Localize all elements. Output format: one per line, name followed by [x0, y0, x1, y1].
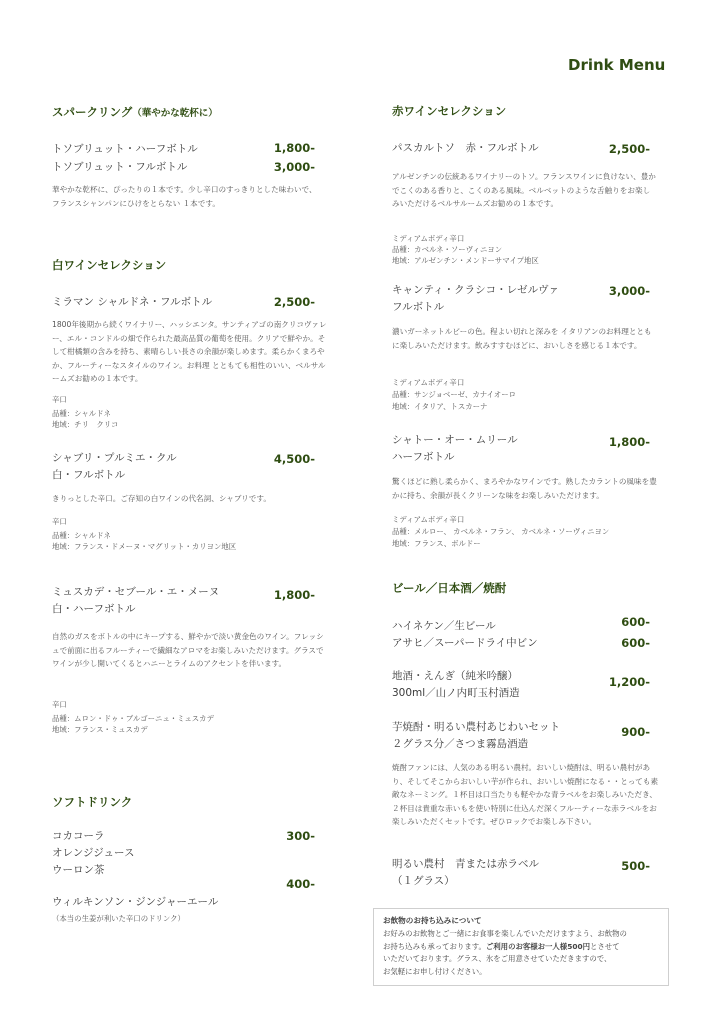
notice-line: お気軽にお申し付けください。	[383, 966, 487, 976]
red-wine-name-sub: フルボトル	[392, 301, 445, 313]
red-wine-variety: 品種：メルロー、 カベルネ・フラン、 カベルネ・ソーヴィニヨン	[392, 527, 610, 536]
white-wine-price: 1,800-	[273, 588, 315, 602]
sparkling-item-price: 3,000-	[273, 160, 315, 174]
beer-item-price: 600-	[621, 636, 650, 650]
sparkling-heading-sub: （華やかな乾杯に）	[132, 108, 218, 119]
shochu-item-name: 芋焼酎・明るい農村あじわいセット	[392, 721, 560, 733]
red-wine-description: アルゼンチンの伝統あるワイナリーのトソ。フランスワインに負けない、豊かでこくのある香りと、こくのある風味。ベルベットのような舌触りをお楽しみいただけるベルサルームズお勧めの１本です。	[392, 172, 656, 208]
shochu-glass-name: 明るい農村 青または赤ラベル	[392, 858, 539, 870]
white-wine-taste: 辛口	[52, 395, 67, 404]
red-wine-name-sub: ハーフボトル	[392, 451, 455, 463]
notice-line: いただいております。グラス、氷をご用意させていただきますので、	[383, 954, 612, 963]
shochu-item-price: 900-	[621, 725, 650, 739]
red-wine-name: キャンティ・クラシコ・レゼルヴァ	[392, 284, 560, 296]
red-wine-body: ミディアムボディ辛口	[392, 234, 465, 243]
soft-drink-item: ウーロン茶	[52, 864, 105, 876]
white-wine-description: きりっとした辛口。ご存知の白ワインの代名詞、シャブリです。	[52, 494, 271, 503]
white-wine-price: 2,500-	[273, 295, 315, 309]
sparkling-item-name: トソブリュット・ハーフボトル	[52, 143, 198, 155]
notice-body	[383, 928, 659, 978]
white-wine-variety: 品種：ムロン・ドゥ・ブルゴーニュ・ミュスカデ	[52, 714, 214, 723]
notice-text: とさせて	[590, 941, 620, 951]
white-wine-region: 地域：チリ クリコ	[52, 420, 119, 429]
bring-your-own-notice	[373, 908, 669, 986]
red-wine-variety: 品種：カベルネ・ソーヴィニヨン	[392, 245, 503, 254]
sake-item-price: 1,200-	[608, 675, 650, 689]
sparkling-heading	[52, 104, 218, 120]
red-wine-region: 地域：アルゼンチン・メンドーサマイプ地区	[392, 256, 539, 265]
sparkling-heading-text: スパークリング	[52, 105, 133, 119]
notice-line: お好みのお飲物とご一緒にお食事を楽しんでいただけますよう、お飲物の	[383, 929, 627, 938]
soft-drink-item: オレンジジュース	[52, 847, 135, 859]
beer-sake-shochu-heading: ビール／日本酒／焼酎	[392, 581, 507, 595]
white-wine-description: 自然のガスをボトルの中にキープする、鮮やかで淡い黄金色のワイン。フレッシュで前面に出るフルーティーで繊細なアロマをお楽しみいただけます。グラスでワインが少し開いてくるとハニーとライムのアクセントを伴います。	[52, 632, 324, 668]
shochu-item-name-sub: ２グラス分／さつま霧島酒造	[392, 738, 529, 750]
white-wine-name: ミラマン シャルドネ・フルボトル	[52, 296, 213, 308]
red-wine-name: シャトー・オー・ムリール	[392, 434, 518, 446]
sake-item-name: 地酒・えんぎ（純米吟醸）	[392, 670, 518, 682]
shochu-glass-price: 500-	[621, 859, 650, 873]
red-wine-price: 1,800-	[608, 435, 650, 449]
white-wine-region: 地域：フランス・ドメーヌ・マグリット・カリヨン地区	[52, 542, 237, 551]
white-wine-description: 1800年後期から続くワイナリー、ハッシエンタ。サンティアゴの南クリコヴァレー、エル・コンドルの畑で作られた最高品質の葡萄を使用。クリアで鮮やか。そして柑橘類の含みを持ち、素晴らしい長さの余韻が楽しめます。柔らかくまろやか、フルーティーなスタイルのワイン。お料理 とともても相性のいい、ベルサルームズお勧めの１本です。	[52, 320, 327, 383]
beer-item-price: 600-	[621, 615, 650, 629]
red-wine-heading: 赤ワインセレクション	[392, 104, 507, 118]
white-wine-region: 地域：フランス・ミュスカデ	[52, 725, 148, 734]
shochu-glass-name-sub: （１グラス）	[392, 875, 455, 887]
beer-item-name: ハイネケン／生ビール	[392, 620, 496, 632]
red-wine-price: 3,000-	[608, 284, 650, 298]
red-wine-region: 地域：イタリア、トスカーナ	[392, 402, 488, 411]
red-wine-price: 2,500-	[608, 142, 650, 156]
notice-line	[383, 941, 659, 954]
white-wine-price: 4,500-	[273, 452, 315, 466]
red-wine-variety: 品種：サンジョベーゼ、カナイオーロ	[392, 390, 516, 399]
white-wine-heading: 白ワインセレクション	[52, 258, 167, 272]
white-wine-name: ミュスカデ・セブール・エ・メーヌ	[52, 586, 220, 598]
sparkling-item-price: 1,800-	[273, 141, 315, 155]
shochu-description: 焼酎ファンには、人気のある明るい農村。おいしい焼酎は、明るい農村があり、そしてそこからおいしい芋が作られ、おいしい焼酎になる・・とっても素敵なネーミング。１杯目は口当たりも軽やかな青ラベルをお楽しみいただき、２杯目は貴重な赤いもを使い特別に仕込んだ深くフルーティーな赤ラベルをお楽しみいただくセットです。ぜひロックでお楽しみ下さい。	[392, 763, 659, 826]
sake-item-name-sub: 300ml／山ノ内町玉村酒造	[392, 687, 520, 699]
notice-text: お持ち込みも承っております。	[383, 941, 486, 951]
soft-drink-note: （本当の生姜が利いた辛口のドリンク）	[52, 914, 185, 923]
soft-drink-item: ウィルキンソン・ジンジャーエール	[52, 896, 219, 908]
white-wine-variety: 品種：シャルドネ	[52, 409, 111, 418]
red-wine-region: 地域：フランス、ボルドー	[392, 539, 481, 548]
sparkling-description: 華やかな乾杯に、ぴったりの１本です。少し辛口のすっきりとした味わいで、 フランスシャンパンにひけをとらない １本です。	[52, 185, 317, 208]
white-wine-name-sub: 白・ハーフボトル	[52, 603, 136, 615]
white-wine-name: シャブリ・プルミエ・クル	[52, 452, 177, 464]
soft-drink-item: コカコーラ	[52, 830, 105, 842]
notice-title: お飲物のお持ち込みについて	[383, 916, 482, 925]
white-wine-taste: 辛口	[52, 517, 67, 526]
soft-drink-heading: ソフトドリンク	[52, 795, 133, 809]
white-wine-taste: 辛口	[52, 700, 67, 709]
red-wine-body: ミディアムボディ辛口	[392, 378, 465, 387]
white-wine-variety: 品種：シャルドネ	[52, 531, 111, 540]
red-wine-description: 濃いガーネットルビーの色。程よい切れと深みを イタリアンのお料理とともに楽しみいただけます。飲みすすむほどに、おいしさを感じる１本です。	[392, 327, 652, 350]
page-title: Drink Menu	[568, 56, 666, 74]
white-wine-name-sub: 白・フルボトル	[52, 469, 126, 481]
red-wine-description: 驚くほどに熟し柔らかく、まろやかなワインです。熟したカラントの風味を豊かに持ち、余韻が長くクリーンな味をお楽しみいただけます。	[392, 477, 657, 500]
soft-drink-price: 400-	[286, 877, 315, 891]
soft-drink-price: 300-	[286, 829, 315, 843]
beer-item-name: アサヒ／スーパードライ中ビン	[392, 637, 538, 649]
sparkling-item-name: トソブリュット・フルボトル	[52, 161, 188, 173]
red-wine-body: ミディアムボディ辛口	[392, 515, 465, 524]
notice-fee: ご利用のお客様お一人様500円	[485, 941, 591, 951]
red-wine-name: パスカルトソ 赤・フルボトル	[392, 142, 539, 154]
